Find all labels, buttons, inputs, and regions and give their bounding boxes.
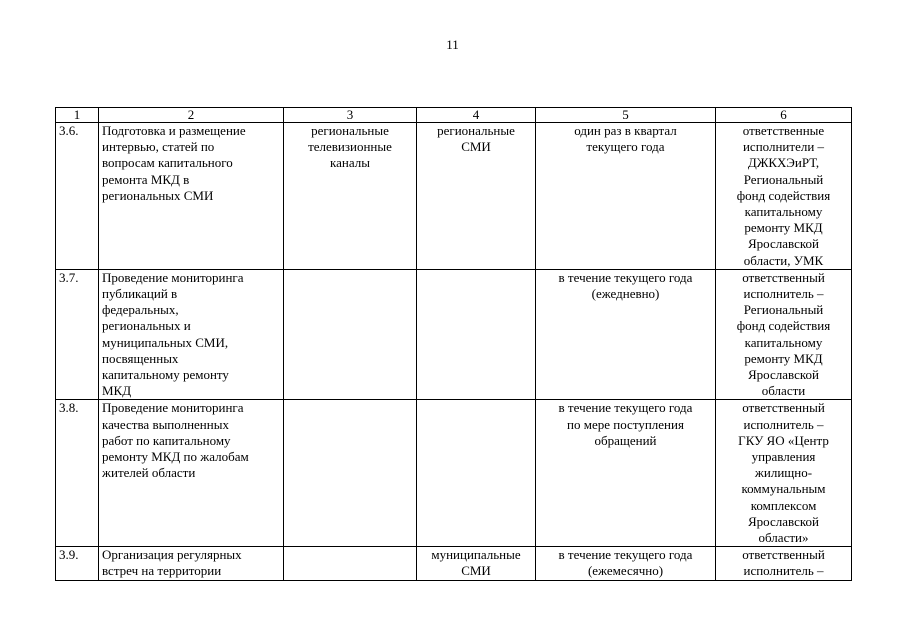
channel-cell (284, 547, 417, 580)
column-header: 2 (99, 108, 284, 123)
channel-cell (284, 400, 417, 547)
activity-cell: Организация регулярных встреч на территории (99, 547, 284, 580)
table-row (56, 269, 852, 400)
period-cell: один раз в квартал текущего года (536, 123, 716, 270)
column-header: 5 (536, 108, 716, 123)
media-cell: муниципальные СМИ (417, 547, 536, 580)
channel-cell: региональные телевизионные каналы (284, 123, 417, 270)
item-number: 3.8. (56, 400, 99, 547)
channel-cell (284, 269, 417, 400)
responsible-cell: ответственные исполнители – ДЖКХЭиРТ, Региональный фонд содействия капитальному ремонту МКД Ярославской области, УМК (716, 123, 852, 270)
activity-cell: Подготовка и размещение интервью, статей по вопросам капитального ремонта МКД в региональных СМИ (99, 123, 284, 270)
responsible-cell: ответственный исполнитель – Региональный фонд содействия капитальному ремонту МКД Ярославской области (716, 269, 852, 400)
table-row (56, 547, 852, 580)
page-number: 11 (446, 37, 459, 52)
media-cell (417, 269, 536, 400)
column-header: 6 (716, 108, 852, 123)
media-cell (417, 400, 536, 547)
responsible-cell: ответственный исполнитель – (716, 547, 852, 580)
responsible-cell: ответственный исполнитель – ГКУ ЯО «Центр управления жилищно- коммунальным комплексом Ярославской области» (716, 400, 852, 547)
period-cell: в течение текущего года по мере поступления обращений (536, 400, 716, 547)
activity-cell: Проведение мониторинга качества выполненных работ по капитальному ремонту МКД по жалобам жителей области (99, 400, 284, 547)
plan-table (55, 107, 852, 581)
column-header: 3 (284, 108, 417, 123)
table-header-row (56, 108, 852, 123)
period-cell: в течение текущего года (ежедневно) (536, 269, 716, 400)
period-cell: в течение текущего года (ежемесячно) (536, 547, 716, 580)
item-number: 3.7. (56, 269, 99, 400)
item-number: 3.9. (56, 547, 99, 580)
activity-cell: Проведение мониторинга публикаций в федеральных, региональных и муниципальных СМИ, посвященных капитальному ремонту МКД (99, 269, 284, 400)
column-header: 4 (417, 108, 536, 123)
column-header: 1 (56, 108, 99, 123)
table-row (56, 400, 852, 547)
table-row (56, 123, 852, 270)
media-cell: региональные СМИ (417, 123, 536, 270)
item-number: 3.6. (56, 123, 99, 270)
